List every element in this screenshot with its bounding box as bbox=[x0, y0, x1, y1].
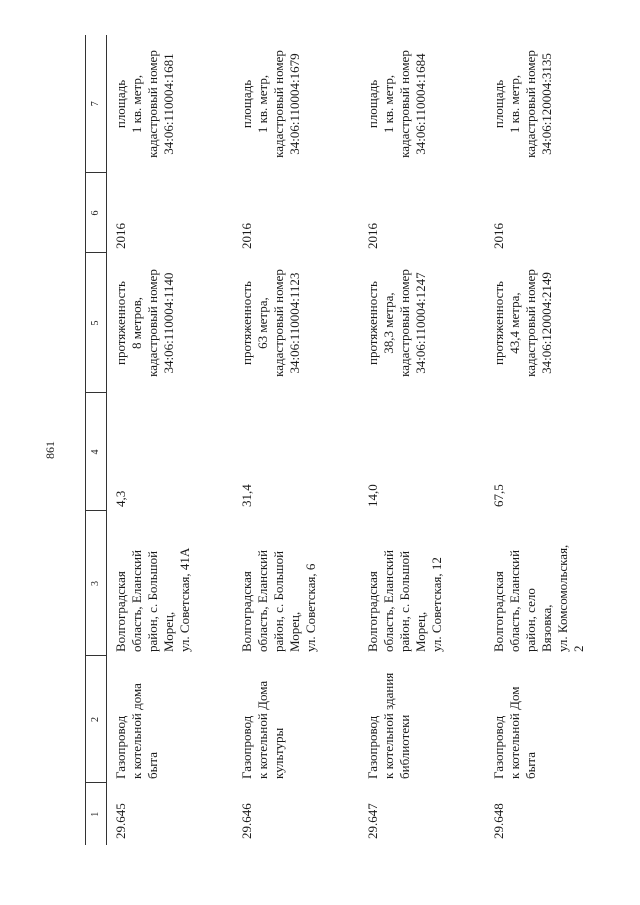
object-length-line: протяженность bbox=[239, 281, 254, 365]
object-length bbox=[359, 253, 485, 393]
row-number: 29.645 bbox=[113, 803, 128, 839]
table-row bbox=[107, 35, 234, 845]
object-address-line: ул. Советская, 41А bbox=[177, 547, 192, 652]
object-area-line: 1 кв. метр, bbox=[129, 74, 144, 134]
object-name-line: быта bbox=[145, 752, 160, 779]
object-area-line: 34:06:110004:1679 bbox=[287, 53, 302, 155]
object-address-line: Волгоградская bbox=[491, 571, 506, 652]
object-address bbox=[485, 511, 611, 656]
object-address-line: Морец, bbox=[161, 611, 176, 652]
object-name bbox=[233, 656, 359, 783]
column-number: 4 bbox=[86, 393, 107, 511]
object-length bbox=[107, 253, 234, 393]
rotated-table-page bbox=[85, 35, 615, 845]
object-name bbox=[107, 656, 234, 783]
object-value: 31,4 bbox=[239, 484, 254, 507]
object-address-line: Вязовка, bbox=[539, 604, 554, 652]
table-body bbox=[107, 35, 612, 845]
object-name-line: к котельной дома bbox=[129, 683, 144, 779]
column-number: 2 bbox=[86, 656, 107, 783]
object-address-line: 2 bbox=[571, 645, 586, 652]
object-address-line: Волгоградская bbox=[113, 571, 128, 652]
column-number: 5 bbox=[86, 253, 107, 393]
object-name bbox=[359, 656, 485, 783]
row-number: 29.648 bbox=[491, 803, 506, 839]
object-address bbox=[233, 511, 359, 656]
object-address-line: область, Еланский bbox=[129, 549, 144, 652]
object-address-line: Волгоградская bbox=[239, 571, 254, 652]
table-row bbox=[485, 35, 611, 845]
object-name-line: Газопровод bbox=[239, 715, 254, 779]
object-name-line: Газопровод bbox=[365, 715, 380, 779]
object-value: 14,0 bbox=[365, 484, 380, 507]
object-length bbox=[233, 253, 359, 393]
page-number: 861 bbox=[43, 441, 57, 459]
table-row bbox=[359, 35, 485, 845]
object-length-line: кадастровый номер bbox=[271, 269, 286, 377]
object-length-line: 34:06:120004:2149 bbox=[539, 272, 554, 374]
object-length-line: 34:06:110004:1247 bbox=[413, 272, 428, 374]
column-number: 7 bbox=[86, 35, 107, 173]
object-area-line: 34:06:110004:1684 bbox=[413, 53, 428, 155]
object-address-line: район, село bbox=[523, 588, 538, 652]
object-length-line: кадастровый номер bbox=[145, 269, 160, 377]
object-area-line: 34:06:120004:3135 bbox=[539, 53, 554, 155]
column-number: 3 bbox=[86, 511, 107, 656]
object-area-line: кадастровый номер bbox=[397, 50, 412, 158]
object-area-line: 34:06:110004:1681 bbox=[161, 53, 176, 155]
object-address-line: ул. Комсомольская, bbox=[555, 544, 570, 652]
object-year: 2016 bbox=[113, 223, 128, 249]
object-area bbox=[107, 35, 234, 173]
row-number: 29.647 bbox=[365, 803, 380, 839]
object-address-line: ул. Советская, 6 bbox=[303, 563, 318, 652]
object-year: 2016 bbox=[365, 223, 380, 249]
object-area-line: 1 кв. метр, bbox=[255, 74, 270, 134]
object-area-line: площадь bbox=[113, 79, 128, 129]
object-length-line: кадастровый номер bbox=[397, 269, 412, 377]
object-name-line: к котельной здания bbox=[381, 672, 396, 779]
object-area-line: площадь bbox=[491, 79, 506, 129]
object-address-line: район, с. Большой bbox=[271, 550, 286, 652]
object-length-line: 34:06:110004:1123 bbox=[287, 272, 302, 374]
object-area-line: кадастровый номер bbox=[523, 50, 538, 158]
property-table bbox=[85, 35, 611, 845]
object-address bbox=[107, 511, 234, 656]
object-name-line: к котельной Дома bbox=[255, 680, 270, 779]
table-row bbox=[233, 35, 359, 845]
object-year: 2016 bbox=[491, 223, 506, 249]
object-area-line: 1 кв. метр, bbox=[381, 74, 396, 134]
object-area-line: 1 кв. метр, bbox=[507, 74, 522, 134]
object-address-line: область, Еланский bbox=[507, 549, 522, 652]
object-address-line: ул. Советская, 12 bbox=[429, 557, 444, 652]
object-length-line: протяженность bbox=[491, 281, 506, 365]
object-address-line: Морец, bbox=[413, 611, 428, 652]
object-name-line: быта bbox=[523, 752, 538, 779]
object-name-line: к котельной Дом bbox=[507, 686, 522, 779]
object-length-line: 63 метра, bbox=[255, 297, 270, 349]
object-address bbox=[359, 511, 485, 656]
object-address-line: область, Еланский bbox=[255, 549, 270, 652]
object-area-line: кадастровый номер bbox=[145, 50, 160, 158]
object-length-line: 8 метров, bbox=[129, 297, 144, 349]
column-number-header-row bbox=[86, 35, 107, 845]
object-year: 2016 bbox=[239, 223, 254, 249]
object-area-line: площадь bbox=[365, 79, 380, 129]
object-value: 4,3 bbox=[113, 490, 128, 507]
object-area bbox=[233, 35, 359, 173]
object-length-line: протяженность bbox=[113, 281, 128, 365]
object-area-line: площадь bbox=[239, 79, 254, 129]
object-area bbox=[359, 35, 485, 173]
object-name-line: библиотеки bbox=[397, 714, 412, 779]
object-name-line: Газопровод bbox=[113, 715, 128, 779]
object-name-line: Газопровод bbox=[491, 715, 506, 779]
object-address-line: район, с. Большой bbox=[397, 550, 412, 652]
object-name-line: культуры bbox=[271, 727, 286, 779]
object-area bbox=[485, 35, 611, 173]
object-address-line: Морец, bbox=[287, 611, 302, 652]
object-address-line: область, Еланский bbox=[381, 549, 396, 652]
object-address-line: Волгоградская bbox=[365, 571, 380, 652]
object-length-line: 34:06:110004:1140 bbox=[161, 272, 176, 374]
column-number: 1 bbox=[86, 783, 107, 845]
object-length bbox=[485, 253, 611, 393]
object-address-line: район, с. Большой bbox=[145, 550, 160, 652]
object-area-line: кадастровый номер bbox=[271, 50, 286, 158]
column-number: 6 bbox=[86, 173, 107, 253]
row-number: 29.646 bbox=[239, 803, 254, 839]
object-length-line: 38,3 метра, bbox=[381, 292, 396, 354]
object-length-line: кадастровый номер bbox=[523, 269, 538, 377]
object-value: 67,5 bbox=[491, 484, 506, 507]
object-length-line: протяженность bbox=[365, 281, 380, 365]
object-name bbox=[485, 656, 611, 783]
object-length-line: 43,4 метра, bbox=[507, 292, 522, 354]
